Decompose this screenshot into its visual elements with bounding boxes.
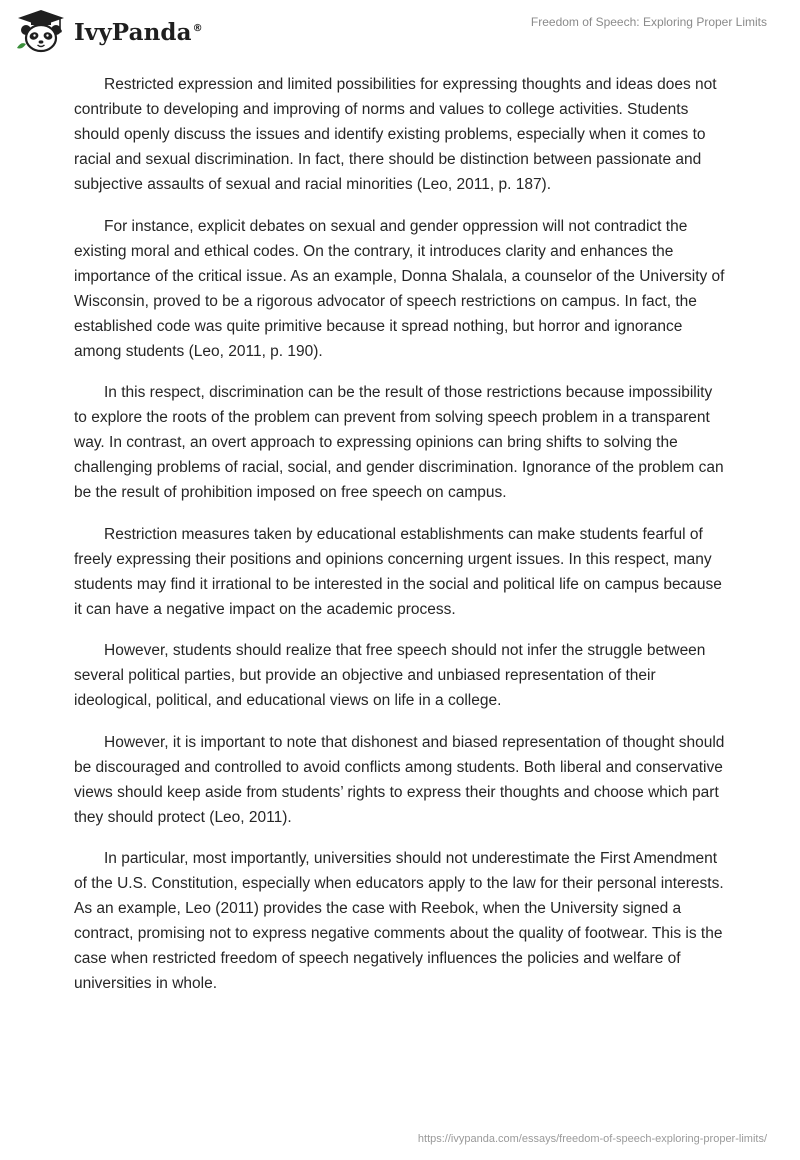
page-header (0, 0, 800, 64)
registered-mark: ® (192, 22, 203, 34)
paragraph: However, students should realize that free speech should not infer the struggle between several political parties, but provide an objective and unbiased representation of their ideological, political, and educational views on life in a college. (74, 642, 706, 709)
source-url[interactable]: https://ivypanda.com/essays/freedom-of-speech-exploring-proper-limits/ (417, 1133, 767, 1145)
paragraph: Restricted expression and limited possibilities for expressing thoughts and ideas does not contribute to developing and improving of norms and values to college activities. Students should openly discuss the issues and identify existing problems, especially when it comes to racial and sexual discrimination. In fact, there should be distinction between passionate and subjective assaults of sexual and racial minorities (Leo, 2011, p. 187). (74, 76, 717, 193)
document-title: Freedom of Speech: Exploring Proper Limits (530, 15, 767, 29)
paragraph: However, it is important to note that dishonest and biased representation of thought should be discouraged and controlled to avoid conflicts among students. Both liberal and conservative views should keep aside from students’ rights to express their thoughts and choose which part they should protect (Leo, 2011). (74, 733, 725, 826)
brand-logo[interactable] (14, 8, 203, 54)
essay-body (74, 72, 726, 1013)
brand-name: IvyPanda® (74, 18, 203, 46)
panda-graduate-icon (14, 8, 68, 54)
paragraph: In this respect, discrimination can be the result of those restrictions because impossibility to explore the roots of the problem can prevent from solving speech problem in a transparent way. In contrast, an overt approach to expressing opinions can bring shifts to solving the challenging problems of racial, social, and gender discrimination. Ignorance of the problem can be the result of prohibition imposed on free speech on campus. (74, 384, 724, 501)
paragraph: Restriction measures taken by educational establishments can make students fearful of freely expressing their positions and opinions concerning urgent issues. In this respect, many students may find it irrational to be interested in the social and political life on campus because it can have a negative impact on the academic process. (74, 525, 722, 618)
paragraph: In particular, most importantly, universities should not underestimate the First Amendment of the U.S. Constitution, especially when educators apply to the law for their personal interests. As an example, Leo (2011) provides the case with Reebok, when the University signed a contract, promising not to express negative comments about the quality of footwear. This is the case when restricted freedom of speech negatively influences the policies and welfare of universities in whole. (74, 850, 724, 992)
paragraph: For instance, explicit debates on sexual and gender oppression will not contradict the existing moral and ethical codes. On the contrary, it introduces clarity and enhances the importance of the critical issue. As an example, Donna Shalala, a counselor of the University of Wisconsin, proved to be a rigorous advocator of speech restrictions on campus. In fact, the established code was quite primitive because it spread nothing, but horror and ignorance among students (Leo, 2011, p. 190). (74, 217, 725, 360)
